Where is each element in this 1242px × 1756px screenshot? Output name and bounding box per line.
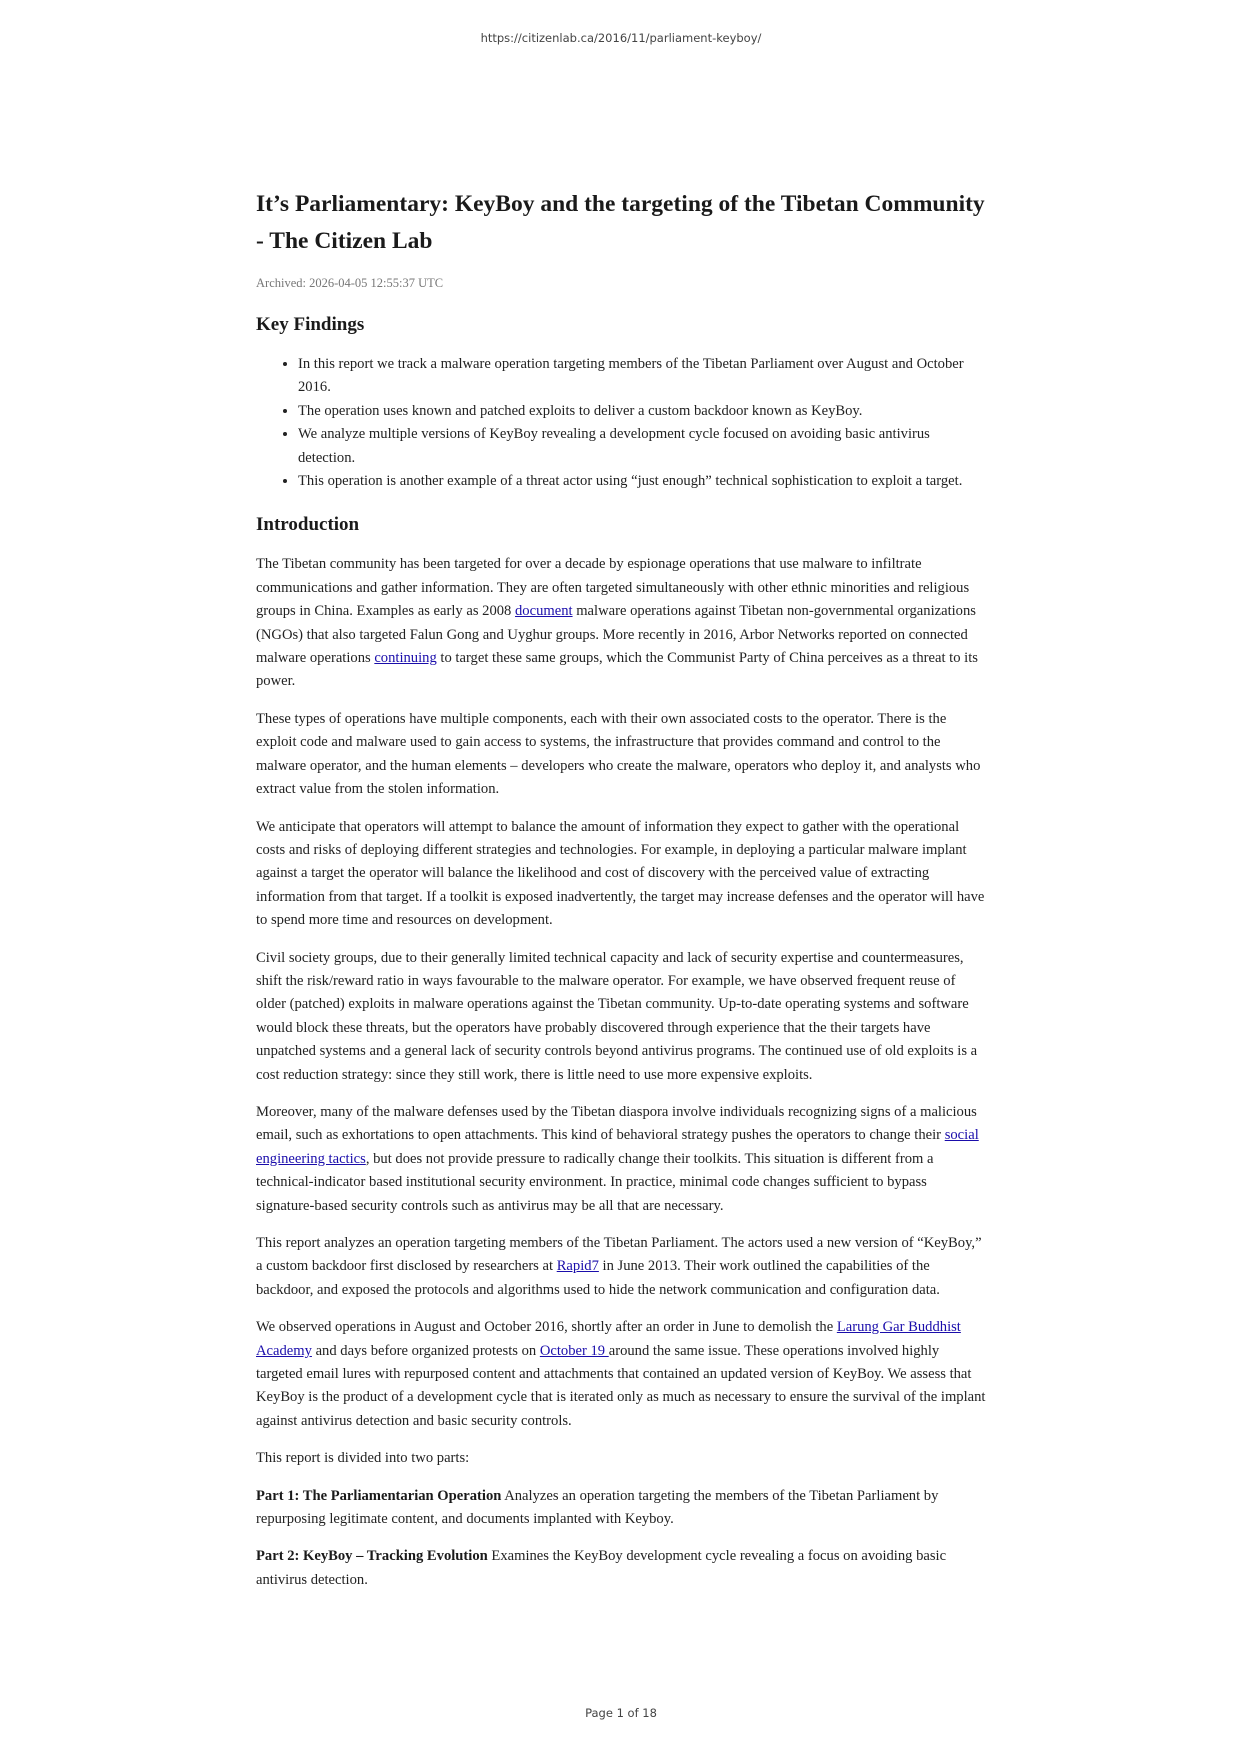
page-number: Page 1 of 18 xyxy=(585,1706,657,1720)
paragraph-text: Examines the KeyBoy development cycle revealing a focus on avoiding basic antivirus detection. xyxy=(256,1548,947,1588)
key-findings-list xyxy=(256,353,988,493)
paragraph-text: These types of operations have multiple components, each with their own associated costs to the operator. There is the exploit code and malware used to gain access to systems, the infrastructure that provides command and control to the malware operator, and the human elements – developers who create the malware, operators who deploy it, and analysts who extract value from the stolen information. xyxy=(256,710,981,798)
link-rapid7[interactable]: Rapid7 xyxy=(556,1258,599,1275)
paragraph xyxy=(256,1447,988,1470)
page-title: It’s Parliamentary: KeyBoy and the targeting of the Tibetan Community - The Citizen Lab xyxy=(256,191,985,254)
paragraph xyxy=(256,553,988,693)
link-larung-gar-buddhist-academy[interactable]: Larung Gar Buddhist Academy xyxy=(256,1319,961,1359)
paragraph-text: Moreover, many of the malware defenses used by the Tibetan diaspora involve individuals recognizing signs of a malicious email, such as exhortations to open attachments. This kind of behavioral strategy pushes the operators to change their xyxy=(256,1103,977,1144)
link-document[interactable]: document xyxy=(515,603,573,620)
paragraph-text: , but does not provide pressure to radically change their toolkits. This situation is different from a technical-indicator based institutional security environment. In practice, minimal code changes sufficient to bypass signature-based security controls such as antivirus may be all that are necessary. xyxy=(256,1150,934,1214)
paragraph-text: around the same issue. These operations involved highly targeted email lures with repurposed content and attachments that contained an updated version of KeyBoy. We assess that KeyBoy is the product of a development cycle that is iterated only as much as necessary to ensure the survival of the implant against antivirus detection and basic security controls. xyxy=(256,1342,986,1429)
list-item: • The operation uses known and patched exploits to deliver a custom backdoor known as KeyBoy. xyxy=(298,400,988,423)
link-october-19[interactable]: October 19 xyxy=(539,1342,609,1359)
paragraph xyxy=(256,1232,988,1302)
paragraph-text: Analyzes an operation targeting the members of the Tibetan Parliament by repurposing legitimate content, and documents implanted with Keyboy. xyxy=(256,1487,939,1528)
paragraph-text: This report analyzes an operation targeting members of the Tibetan Parliament. The actors used a new version of “KeyBoy,” a custom backdoor first disclosed by researchers at xyxy=(256,1235,982,1275)
archived-timestamp: Archived: 2026-04-05 12:55:37 UTC xyxy=(256,276,444,290)
paragraph-text: in June 2013. Their work outlined the capabilities of the backdoor, and exposed the protocols and algorithms used to hide the network communication and configuration data. xyxy=(256,1258,940,1298)
paragraph xyxy=(256,1316,988,1433)
paragraph xyxy=(256,708,988,802)
link-social-engineering-tactics[interactable]: social engineering tactics xyxy=(256,1127,979,1167)
link-continuing[interactable]: continuing xyxy=(374,650,437,667)
introduction-body xyxy=(256,553,988,1592)
paragraph xyxy=(256,1545,988,1592)
list-item: • This operation is another example of a threat actor using “just enough” technical sophistication to exploit a target. xyxy=(298,470,988,493)
paragraph xyxy=(256,816,988,933)
paragraph xyxy=(256,947,988,1087)
paragraph-text: We observed operations in August and October 2016, shortly after an order in June to demolish the xyxy=(256,1319,837,1336)
paragraph-text: We anticipate that operators will attempt to balance the amount of information they expect to gather with the operational costs and risks of deploying different strategies and technologies. For example, in deploying a particular malware implant against a target the operator will balance the likelihood and cost of discovery with the perceived value of extracting information from that target. If a toolkit is exposed inadvertently, the target may increase defenses and the operator will have to spend more time and resources on development. xyxy=(256,818,985,929)
list-item: • We analyze multiple versions of KeyBoy revealing a development cycle focused on avoiding basic antivirus detection. xyxy=(298,423,988,470)
paragraph-text: malware operations against Tibetan non-governmental organizations (NGOs) that also targeted Falun Gong and Uyghur groups. More recently in 2016, Arbor Networks reported on connected malware operations xyxy=(256,603,976,667)
paragraph-text: Civil society groups, due to their generally limited technical capacity and lack of security expertise and countermeasures, shift the risk/reward ratio in ways favourable to the malware operator. For example, we have observed frequent reuse of older (patched) exploits in malware operations against the Tibetan community. Up-to-date operating systems and software would block these threats, but the operators have probably discovered through experience that the their targets have unpatched systems and a general lack of security controls beyond antivirus programs. The continued use of old exploits is a cost reduction strategy: since they still work, there is little need to use more expensive exploits. xyxy=(256,949,978,1083)
paragraph-text: and days before organized protests on xyxy=(311,1342,540,1359)
list-item: • In this report we track a malware operation targeting members of the Tibetan Parliament over August and October 2016. xyxy=(298,353,988,400)
paragraph xyxy=(256,1485,988,1532)
paragraph-text: The Tibetan community has been targeted for over a decade by espionage operations that use malware to infiltrate communications and gather information. They are often targeted simultaneously with other ethnic minorities and religious groups in China. Examples as early as 2008 xyxy=(256,556,970,620)
part-label: Part 2: KeyBoy – Tracking Evolution xyxy=(256,1548,488,1565)
introduction-heading: Introduction xyxy=(256,514,360,536)
paragraph xyxy=(256,1101,988,1218)
paragraph-text: to target these same groups, which the Communist Party of China perceives as a threat to its power. xyxy=(256,650,978,690)
page-url: https://citizenlab.ca/2016/11/parliament-keyboy/ xyxy=(480,31,762,45)
part-label: Part 1: The Parliamentarian Operation xyxy=(256,1487,502,1504)
key-findings-heading: Key Findings xyxy=(256,314,365,335)
paragraph-text: This report is divided into two parts: xyxy=(256,1450,470,1467)
article xyxy=(256,186,988,1592)
